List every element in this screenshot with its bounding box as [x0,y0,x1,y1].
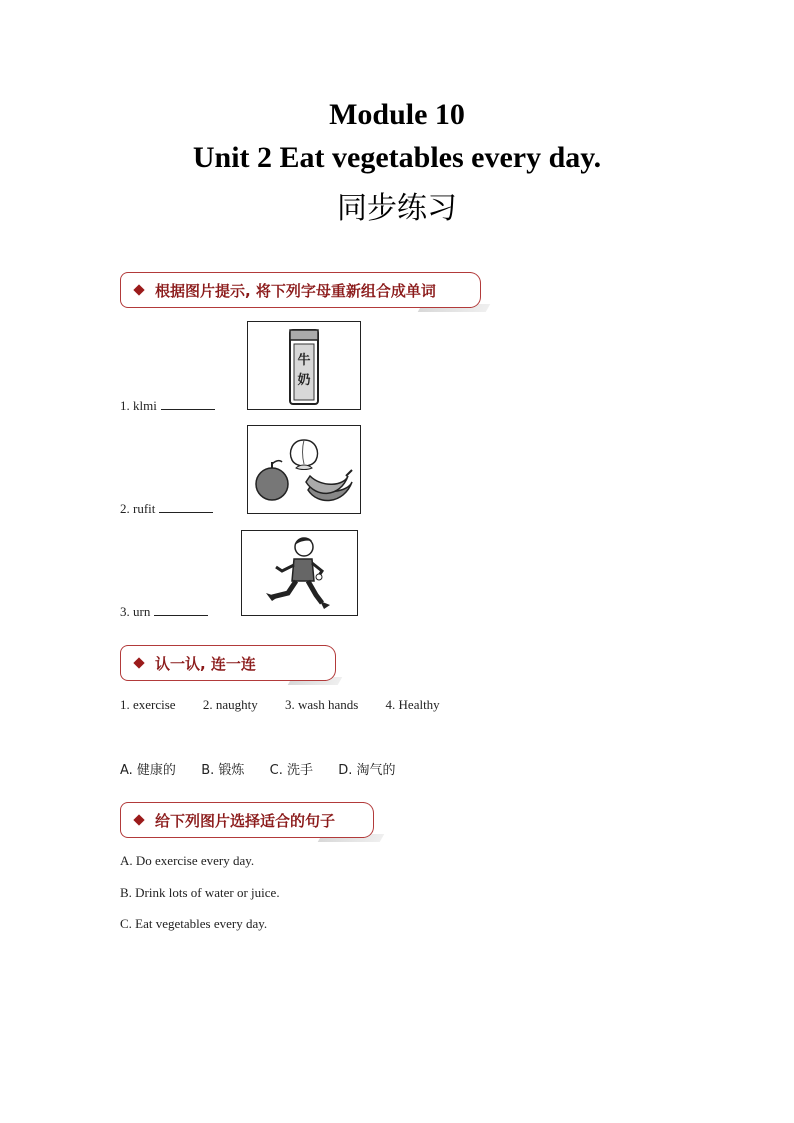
option-c: C. Eat vegetables every day. [120,916,268,931]
word-3: 3. wash hands [284,697,359,712]
meaning-b: B. 锻炼 [201,763,245,778]
carton-char-2: 奶 [297,373,311,388]
word-4: 4. Healthy [385,697,440,712]
answer-blank[interactable] [159,501,213,513]
diamond-icon [133,284,144,295]
section3-header [120,802,390,838]
running-boy-icon [241,530,358,616]
title-unit: Unit 2 Eat vegetables every day. [192,141,602,174]
fruit-icon [247,425,361,514]
section1-title: 根据图片提示, 将下列字母重新组合成单词 [155,281,436,300]
word-1: 1. exercise [120,697,176,712]
title-module: Module 10 [329,98,465,131]
meaning-c: C. 洗手 [269,763,313,778]
item1-label: 1. klmi [120,398,157,413]
diamond-icon [133,657,144,668]
answer-blank[interactable] [161,398,215,410]
exercise1-item1 [120,398,215,414]
meaning-a: A. 健康的 [120,763,176,778]
item2-label: 2. rufit [120,501,156,516]
meaning-d: D. 淘气的 [338,763,396,778]
item3-label: 3. urn [120,604,151,619]
meaning-list [120,759,396,778]
option-b: B. Drink lots of water or juice. [120,885,280,900]
word-2: 2. naughty [202,697,258,712]
diamond-icon [133,814,144,825]
word-list [120,697,440,713]
section2-header [120,645,350,681]
section3-title: 给下列图片选择适合的句子 [155,811,336,830]
milk-carton-icon [247,321,361,410]
exercise1-item2 [120,501,213,517]
section1-header [120,272,490,308]
title-practice: 同步练习 [337,191,457,226]
carton-char-1: 牛 [297,353,311,368]
option-a: A. Do exercise every day. [120,853,255,868]
section2-title: 认一认, 连一连 [155,654,256,673]
answer-blank[interactable] [154,604,208,616]
exercise1-item3 [120,604,208,620]
